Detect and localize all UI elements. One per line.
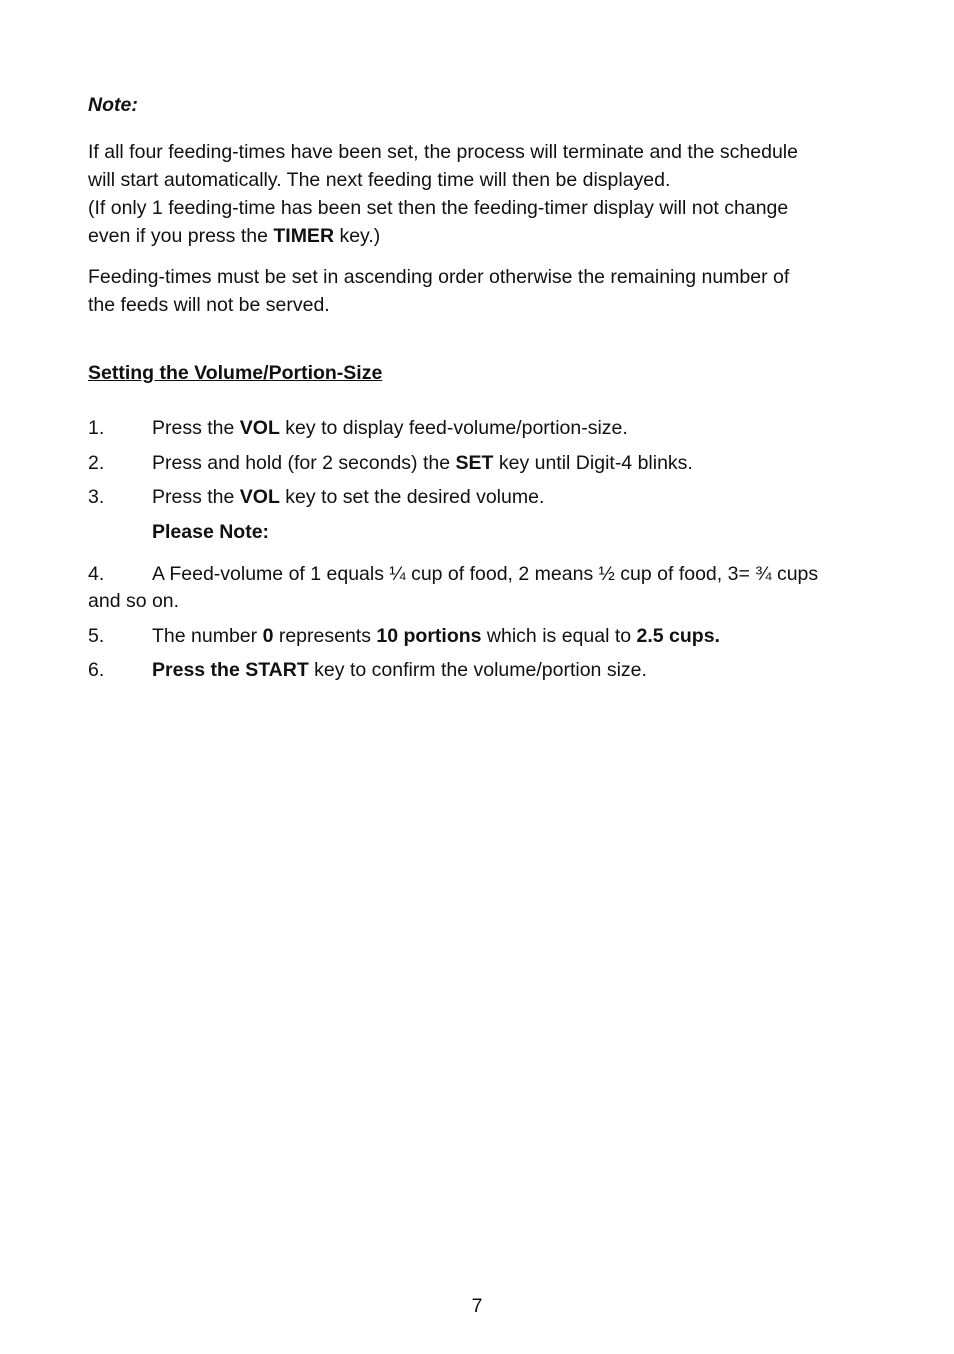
list-item: 3. Press the VOL key to set the desired volume. [88,486,545,508]
timer-key-label: TIMER [273,225,335,247]
note-paragraph-2-line-2: even if you press the TIMER key.) [88,225,381,247]
section-heading: Setting the Volume/Portion-Size [88,362,383,384]
list-item: 6. Press the START key to confirm the volume/portion size. [88,659,647,681]
note-paragraph-3-line-2: the feeds will not be served. [88,294,330,316]
note-paragraph-1-line-1: If all four feeding-times have been set, the process will terminate and the schedule [88,141,798,163]
list-item: 5. The number 0 represents 10 portions which is equal to 2.5 cups. [88,625,720,647]
note-heading: Note: [88,94,138,116]
page-number: 7 [471,1295,483,1317]
note-paragraph-3-line-1: Feeding-times must be set in ascending order otherwise the remaining number of [88,266,790,288]
list-item: 4. A Feed-volume of 1 equals ¼ cup of food, 2 means ½ cup of food, 3= ¾ cups [88,563,819,585]
note-paragraph-2-line-1: (If only 1 feeding-time has been set then the feeding-timer display will not change [88,197,789,219]
list-item-continuation: and so on. [88,590,180,612]
list-item: 1. Press the VOL key to display feed-volume/portion-size. [88,417,628,439]
please-note-label: Please Note: [152,521,270,543]
note-paragraph-1-line-2: will start automatically. The next feeding time will then be displayed. [88,169,671,191]
list-item: 2. Press and hold (for 2 seconds) the SET key until Digit-4 blinks. [88,452,693,474]
